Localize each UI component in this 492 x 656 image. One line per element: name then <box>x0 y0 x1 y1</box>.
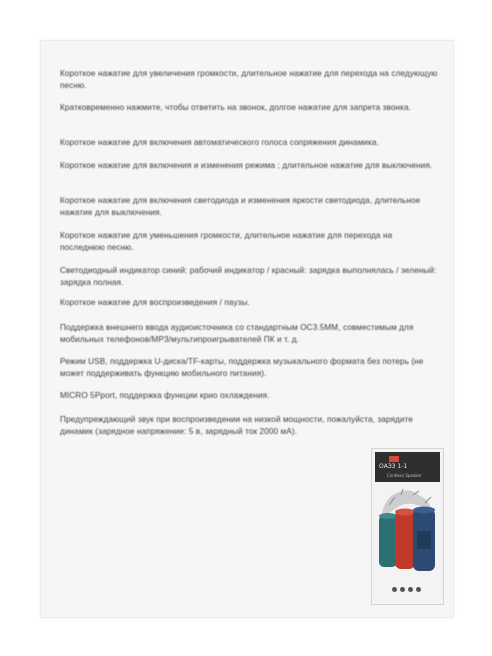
paragraph-led: Короткое нажатие для включения светодиода и изменения яркости светодиода, длительное нажатие для выключения. <box>60 196 421 217</box>
feature-dot-icon <box>408 587 413 592</box>
speakers-icon <box>375 487 440 582</box>
product-box-image <box>371 448 444 605</box>
product-box-brand: ОАЗЗ 1-1 <box>379 463 408 470</box>
paragraph-micro-port: MICRO 5Pport, поддержка функции крио охлаждения. <box>60 391 270 400</box>
product-box-subtitle: Cordless Speaker <box>387 473 422 478</box>
feature-dot-icon <box>400 587 405 592</box>
paragraph-aux-input: Поддержка внешнего ввода аудиоисточника со стандартным ОС3.5ММ, совместимым для мобильных телефонов/MP3/мультипроигрывателей ПК и т. д. <box>60 323 414 344</box>
paragraph-usb-mode: Режим USB, поддержка U-диска/TF-карты, поддержка музыкального формата без потерь (не может поддерживать функцию мобильного питания). <box>60 357 424 378</box>
paragraph-low-power: Предупреждающий звук при воспроизведении на низкой мощности, пожалуйста, зарядите динамик (зарядное напряжение: 5 в, зарядный ток 2000 мА). <box>60 415 413 436</box>
paragraph-answer-call: Кратковременно нажмите, чтобы ответить на звонок, долгое нажатие для запрета звонка. <box>60 103 412 112</box>
brand-logo-icon <box>389 456 399 462</box>
box-feature-icons <box>392 587 421 592</box>
paragraph-volume-down: Короткое нажатие для уменьшения громкости, длительное нажатие для перехода на последнюю песню. <box>60 231 393 252</box>
feature-dot-icon <box>416 587 421 592</box>
paragraph-volume-up: Короткое нажатие для увеличения громкости, длительное нажатие для перехода на следующую песню. <box>60 69 438 90</box>
paragraph-play-pause: Короткое нажатие для воспроизведения / паузы. <box>60 298 250 307</box>
paragraph-mode: Короткое нажатие для включения и изменения режима ; длительное нажатие для выключения. <box>60 161 433 170</box>
paragraph-led-indicator: Светодиодный индикатор синий: рабочий индикатор / красный: зарядка выполнялась / зеленый: зарядка полная. <box>60 266 437 287</box>
feature-dot-icon <box>392 587 397 592</box>
product-box-header <box>375 452 440 482</box>
paragraph-pairing: Короткое нажатие для включения автоматического голоса сопряжения динамика. <box>60 138 379 147</box>
